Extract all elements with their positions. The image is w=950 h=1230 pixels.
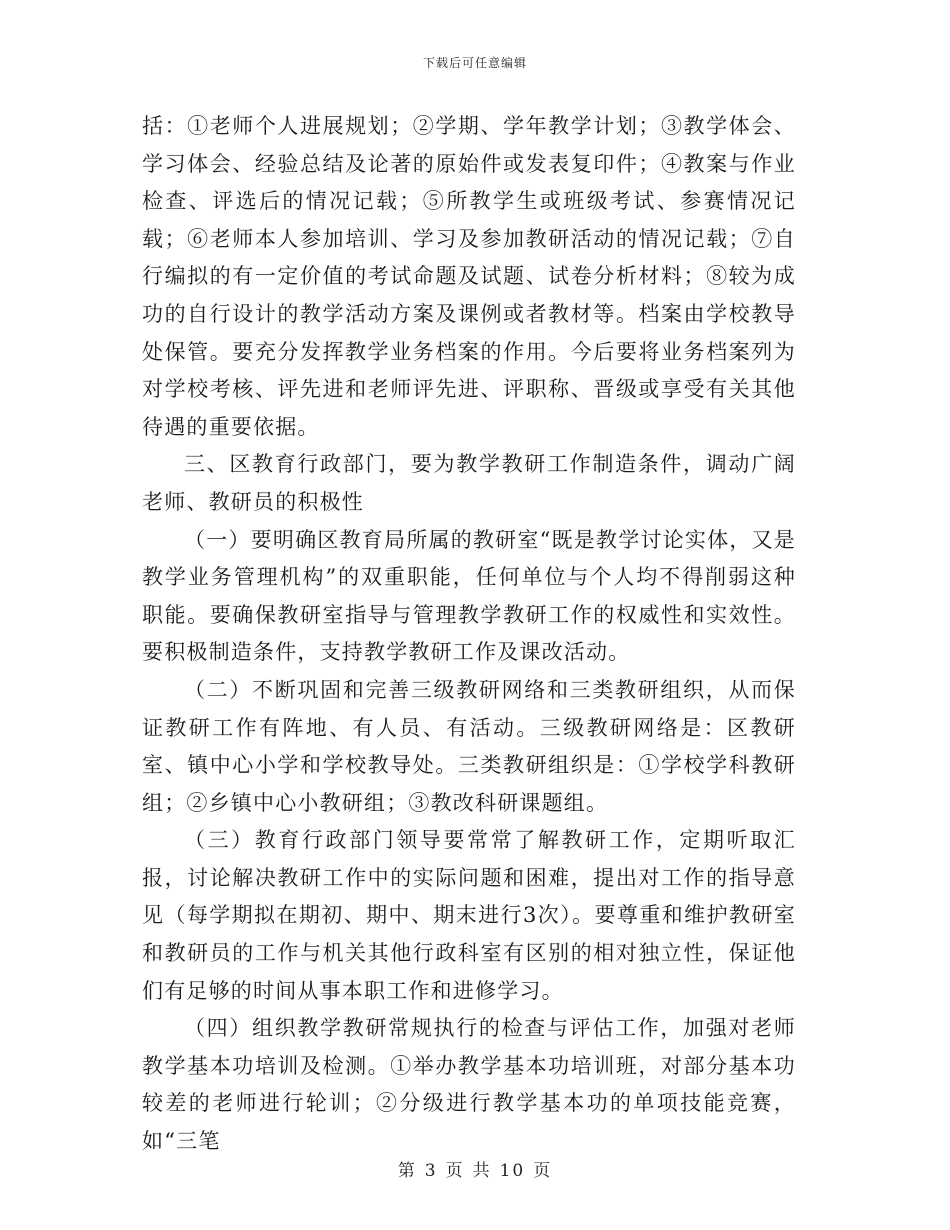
footer-total-word: 共	[472, 1161, 492, 1181]
paragraph-continuation: 括：①老师个人进展规划；②学期、学年教学计划；③教学体会、学习体会、经验总结及论著的原始件或发表复印件；④教案与作业检查、评选后的情况记载；⑤所教学生或班级考试、参赛情况记载；⑥老师本人参加培训、学习及参加教研活动的情况记载；⑦自行编拟的有一定价值的考试命题及试题、试卷分析材料；⑧较为成功的自行设计的教学活动方案及课例或者教材等。档案由学校教导处保管。要充分发挥教学业务档案的作用。今后要将业务档案列为对学校考核、评先进和老师评先进、评职称、晋级或享受有关其他待遇的重要依据。	[142, 114, 796, 439]
paragraph-item-one: （一）要明确区教育局所属的教研室“既是教学讨论实体，又是教学业务管理机构”的双重职能，任何单位与个人均不得削弱这种职能。要确保教研室指导与管理教学教研工作的权威性和实效性。要积极制造条件，支持教学教研工作及课改活动。	[142, 527, 796, 665]
paragraph-item-three: （三）教育行政部门领导要常常了解教研工作，定期听取汇报，讨论解决教研工作中的实际问题和困难，提出对工作的指导意见（每学期拟在期初、期中、期末进行3次）。要尊重和维护教研室和教研员的工作与机关其他行政科室有区别的相对独立性，保证他们有足够的时间从事本职工作和进修学习。	[142, 828, 796, 1003]
document-body	[142, 108, 796, 1161]
footer-prefix: 第	[397, 1161, 417, 1181]
footer-total-pages: 10	[499, 1161, 526, 1181]
paragraph-item-four: （四）组织教学教研常规执行的检查与评估工作，加强对老师教学基本功培训及检测。①举办教学基本功培训班，对部分基本功较差的老师进行轮训；②分级进行教学基本功的单项技能竞赛，如“三笔	[142, 1016, 796, 1154]
footer-current-page: 3	[424, 1161, 438, 1181]
page-footer	[0, 1156, 950, 1181]
page-header: 下载后可任意编辑	[422, 56, 527, 70]
section-heading-three: 三、区教育行政部门，要为教学教研工作制造条件，调动广阔老师、教研员的积极性	[142, 452, 796, 514]
paragraph-item-two: （二）不断巩固和完善三级教研网络和三类教研组织，从而保证教研工作有阵地、有人员、有活动。三级教研网络是：区教研室、镇中心小学和学校教导处。三类教研组织是：①学校学科教研组；②乡镇中心小教研组；③教改科研课题组。	[142, 677, 796, 815]
footer-page-word: 页	[445, 1161, 465, 1181]
footer-suffix: 页	[533, 1161, 553, 1181]
